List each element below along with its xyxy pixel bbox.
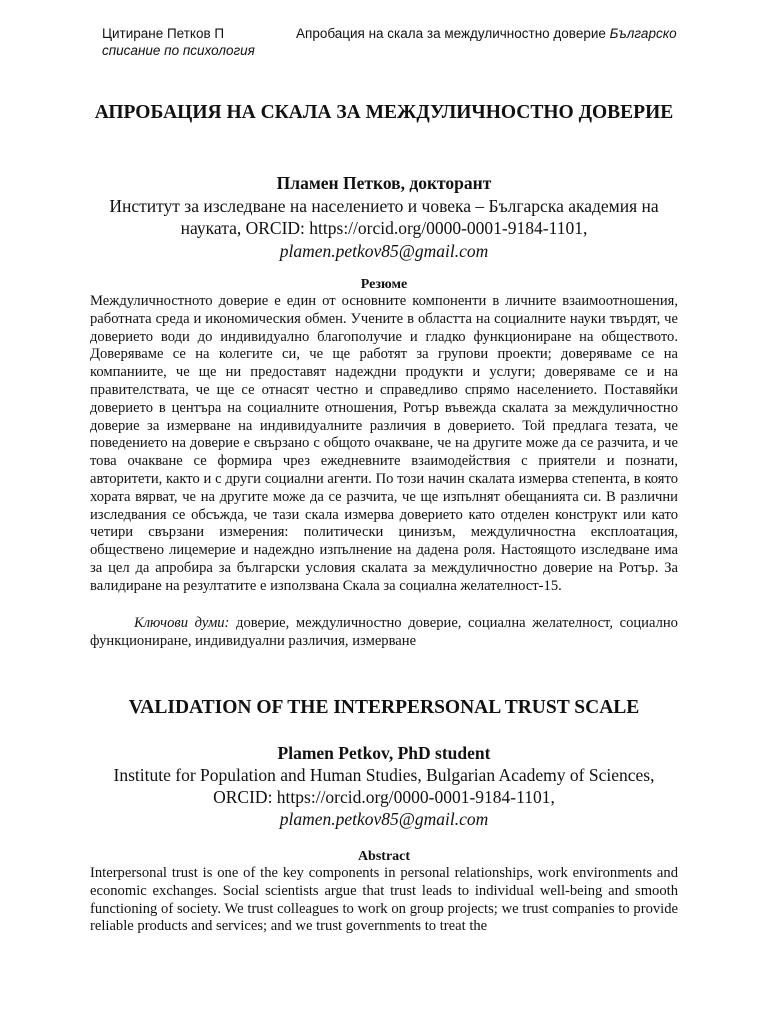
- keywords-label-bg: Ключови думи:: [134, 615, 230, 631]
- article-title-bg: АПРОБАЦИЯ НА СКАЛА ЗА МЕЖДУЛИЧНОСТНО ДОВЕРИЕ: [94, 102, 674, 123]
- author-block-en: [90, 742, 678, 830]
- author-email-en: plamen.petkov85@gmail.com: [279, 809, 489, 829]
- abstract-text-bg: Междуличностното доверие е един от основните компоненти в личните взаимоотношения, работната среда и икономическия обмен. Учените в областта на социалните науки твърдят, че доверието води до индивидуално благополучие и гладко функциониране на обществото. Доверяваме се на колегите си, че ще работят за групови проекти; доверяваме се на компаниите, че ще ни предоставят надеждни продукти и услуги; доверяваме се и на правителствата, че ще се отнасят честно и справедливо спрямо населението. Поставяйки доверието в центъра на социалните отношения, Ротър въвежда скалата за междуличностно доверие за измерване на индивидуалните различия в доверието. Той предлага тезата, че поведението на доверие е свързано с общото очакване, че на другите може да се разчита, и че това очакване се формира чрез ежедневните взаимодействия с приятели и познати, авторитети, както и с други социални агенти. По този начин скалата измерва степента, в която хората вярват, че на другите може да се разчита, че ще изпълнят обещанията си. В различни изследвания се обсъжда, че тази скала измерва доверието като отделен конструкт или като четири свързани измерения: политически цинизъм, междуличностна експлоатация, обществено лицемерие и надеждно изпълнение на дадена роля. Настоящото изследване има за цел да апробира за български условия скалата за междуличностно доверие на Ротър. За валидиране на резултатите е използвана Скала за социална желателност-15.: [90, 293, 678, 594]
- author-name-bg: Пламен Петков, докторант: [276, 173, 492, 193]
- header-journal-fragment: Българско: [609, 26, 677, 41]
- abstract-text-en: Interpersonal trust is one of the key components in personal relationships, work environments and economic exchanges. Social scientists argue that trust leads to individual well-being and smooth functioning of society. We trust colleagues to work on group projects; we trust companies to provide reliable products and services; and we trust governments to treat the: [90, 865, 678, 935]
- header-citation: [102, 25, 292, 59]
- abstract-heading-bg: Резюме: [360, 277, 408, 292]
- header-title-text: Апробация на скала за междуличностно доверие: [296, 26, 610, 41]
- author-block-bg: [90, 172, 678, 262]
- author-name-en: Plamen Petkov, PhD student: [277, 743, 491, 763]
- article-title-en: VALIDATION OF THE INTERPERSONAL TRUST SCALE: [128, 697, 640, 718]
- abstract-heading-en: Abstract: [357, 849, 411, 864]
- author-email-bg: plamen.petkov85@gmail.com: [279, 240, 489, 261]
- affiliation-bg: Институт за изследване на населението и човека – Българска академия на науката, ORCID: https://orcid.org/0000-0001-9184-1101,: [109, 195, 659, 238]
- keywords-list-bg: доверие, междуличностно доверие, социална желателност, социално функциониране, индивидуални различия, измерване: [90, 615, 678, 649]
- header-citation-line: Цитиране Петков П: [102, 26, 225, 41]
- header-article-title: [296, 25, 677, 42]
- affiliation-en: Institute for Population and Human Studies, Bulgarian Academy of Sciences, ORCID: https://orcid.org/0000-0001-9184-1101,: [113, 765, 655, 807]
- keywords-bg: [90, 615, 678, 651]
- header-journal-name: списание по психология: [102, 43, 255, 58]
